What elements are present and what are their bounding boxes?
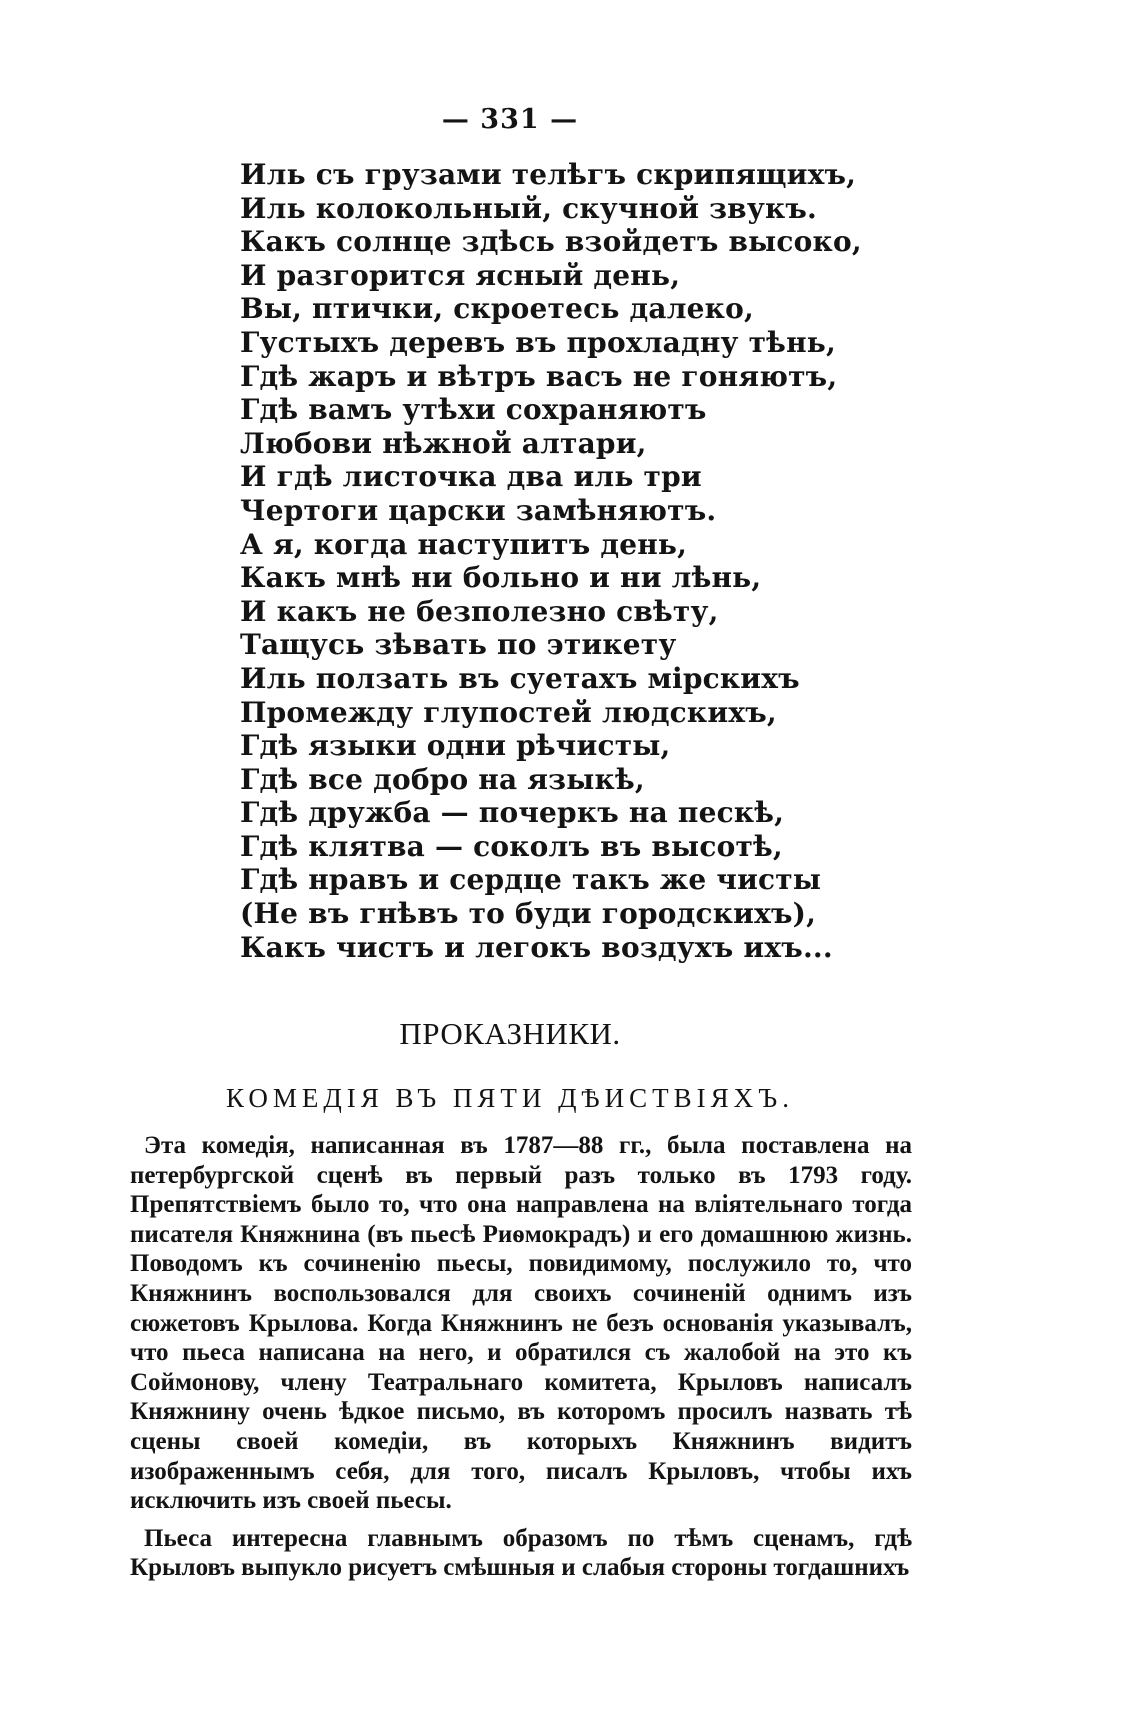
poem-line: Вы, птички, скроетесь далеко, bbox=[240, 292, 754, 326]
poem-line: Гдѣ нравъ и сердце такъ же чисты bbox=[240, 863, 822, 897]
poem-line: И какъ не безполезно свѣту, bbox=[240, 594, 719, 628]
poem-line: Гдѣ вамъ утѣхи сохраняютъ bbox=[240, 393, 707, 427]
poem-line: (Не въ гнѣвъ то буди городскихъ), bbox=[240, 897, 817, 931]
poem-line: Промежду глупостей людскихъ, bbox=[240, 695, 777, 729]
prose-paragraph: Эта комедія, написанная въ 1787—88 гг., была поставлена на петербургской сценѣ въ первый разъ только въ 1793 году. Препятствіемъ было то, что она направлена на вліятельнаго тогда писателя Княжнина (въ пьесѣ Риѳмокрадъ) и его домашнюю жизнь. Поводомъ къ сочиненію пьесы, повидимому, послужило то, что Княжнинъ воспользовался для своихъ сочиненій однимъ изъ сюжетовъ Крылова. Когда Княжнинъ не безъ основанія указывалъ, что пьеса написана на него, и обратился съ жалобой на это къ Соймонову, члену Театральнаго комитета, Крыловъ написалъ Княжнину очень ѣдкое письмо, въ которомъ просилъ назвать тѣ сцены своей комедіи, въ которыхъ Княжнинъ видитъ изображеннымъ себя, для того, писалъ Крыловъ, чтобы ихъ исключить изъ своей пьесы. bbox=[130, 1132, 912, 1515]
title: ПРОКАЗНИКИ. bbox=[399, 1016, 621, 1051]
poem-line: Гдѣ жаръ и вѣтръ васъ не гоняютъ, bbox=[240, 359, 838, 393]
poem-line: Иль ползать въ суетахъ мірскихъ bbox=[240, 661, 800, 695]
poem-line: Гдѣ языки одни рѣчисты, bbox=[240, 729, 671, 763]
poem-line: Гдѣ все добро на языкѣ, bbox=[240, 762, 645, 796]
prose-paragraph: Пьеса интересна главнымъ образомъ по тѣмъ сценамъ, гдѣ Крыловъ выпукло рисуетъ смѣшныя и слабыя стороны тогдашнихъ bbox=[130, 1524, 912, 1582]
poem-line: Иль съ грузами телѣгъ скрипящихъ, bbox=[240, 158, 857, 191]
poem-line: И гдѣ листочка два иль три bbox=[240, 460, 702, 494]
poem-line: Какъ чистъ и легокъ воздухъ ихъ... bbox=[240, 930, 833, 964]
poem-line: Какъ солнце здѣсь взойдетъ высоко, bbox=[240, 225, 862, 259]
poem-line: Тащусь зѣвать по этикету bbox=[240, 628, 677, 662]
poem-line: А я, когда наступитъ день, bbox=[240, 527, 688, 561]
prose-section bbox=[130, 1131, 912, 1591]
poem-line: Гдѣ клятва — соколъ въ высотѣ, bbox=[240, 829, 783, 863]
poem-line: Густыхъ деревъ въ прохладну тѣнь, bbox=[240, 325, 836, 359]
subtitle: КОМЕДІЯ ВЪ ПЯТИ ДѢИСТВІЯХЪ. bbox=[226, 1083, 794, 1113]
page-number: — 331 — bbox=[441, 104, 579, 135]
poem-line: Иль колокольный, скучной звукъ. bbox=[240, 191, 818, 225]
poem-line: Любови нѣжной алтари, bbox=[240, 426, 647, 460]
poem-line: Чертоги царски замѣняютъ. bbox=[240, 493, 717, 527]
poem-line: Гдѣ дружба — почеркъ на пескѣ, bbox=[240, 796, 785, 830]
poem-line: Какъ мнѣ ни больно и ни лѣнь, bbox=[240, 561, 762, 595]
poem-line: И разгорится ясный день, bbox=[240, 258, 681, 292]
poem bbox=[240, 158, 862, 964]
